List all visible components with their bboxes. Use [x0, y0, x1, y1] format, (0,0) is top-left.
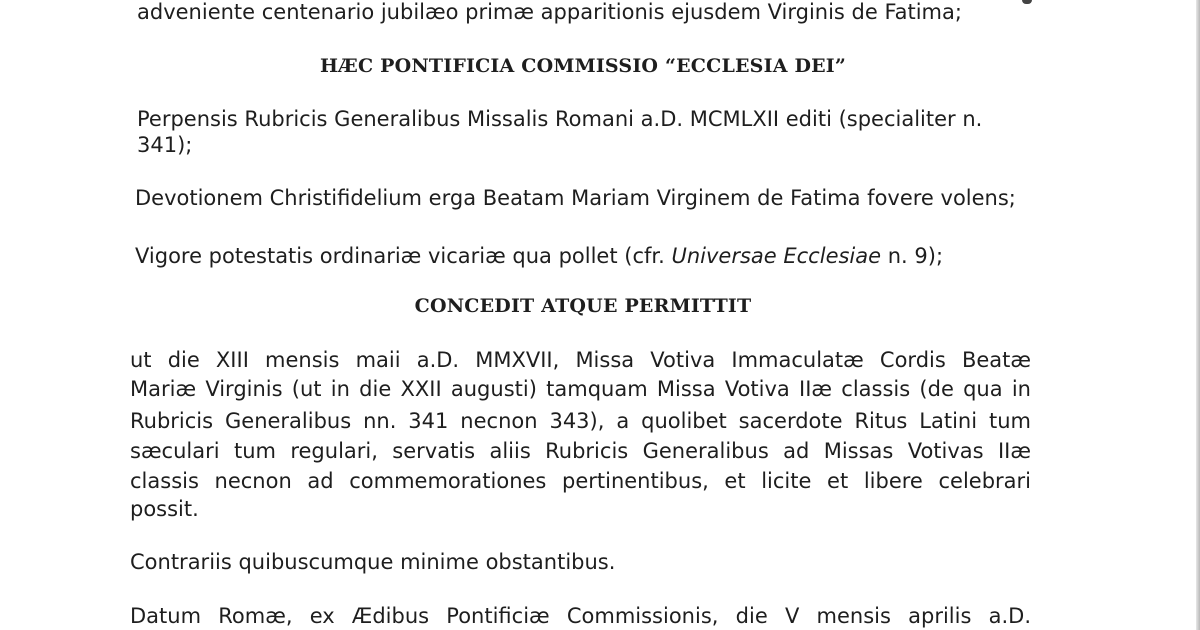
paragraph-vigore-citation: Universae Ecclesiae [671, 244, 882, 268]
paragraph-vigore-text: Vigore potestatis ordinariæ vicariæ qua pollet (cfr. [135, 244, 672, 268]
paragraph-main-line-2: Mariæ Virginis (ut in die XXII augusti) tamquam Missa Votiva IIæ classis (de qua in [130, 377, 1031, 401]
scan-edge-shadow [1196, 0, 1200, 630]
heading-concedit-atque-permittit: CONCEDIT ATQUE PERMITTIT [414, 295, 752, 317]
paragraph-perpensis-line-1: Perpensis Rubricis Generalibus Missalis Romani a.D. MCMLXII editi (specialiter n. [137, 107, 983, 131]
text-line-adveniente: adveniente centenario jubilæo primæ apparitionis ejusdem Virginis de Fatima; [137, 0, 962, 24]
paragraph-main-line-6: possit. [130, 497, 199, 521]
paragraph-perpensis-line-2: 341); [137, 133, 193, 157]
paragraph-vigore-text-end: n. 9); [881, 244, 944, 268]
paragraph-contrariis: Contrariis quibuscumque minime obstantibus. [130, 550, 616, 574]
heading-pontificia-commissio: HÆC PONTIFICIA COMMISSIO “ECCLESIA DEI” [319, 55, 847, 77]
paragraph-main-line-4: sæculari tum regulari, servatis aliis Rubricis Generalibus ad Missas Votivas IIæ [130, 439, 1031, 463]
paragraph-datum: Datum Romæ, ex Ædibus Pontificiæ Commissionis, die V mensis aprilis a.D. [130, 604, 1031, 628]
paragraph-main-line-3: Rubricis Generalibus nn. 341 necnon 343), a quolibet sacerdote Ritus Latini tum [130, 409, 1031, 433]
paragraph-main-line-5: classis necnon ad commemorationes pertinentibus, et licite et libere celebrari [130, 469, 1031, 493]
paragraph-devotionem: Devotionem Christifidelium erga Beatam Mariam Virginem de Fatima fovere volens; [135, 186, 1016, 210]
paragraph-vigore [135, 243, 943, 269]
paragraph-main-line-1: ut die XIII mensis maii a.D. MMXVII, Missa Votiva Immaculatæ Cordis Beatæ [130, 348, 1031, 372]
scan-artifact [1022, 0, 1032, 4]
